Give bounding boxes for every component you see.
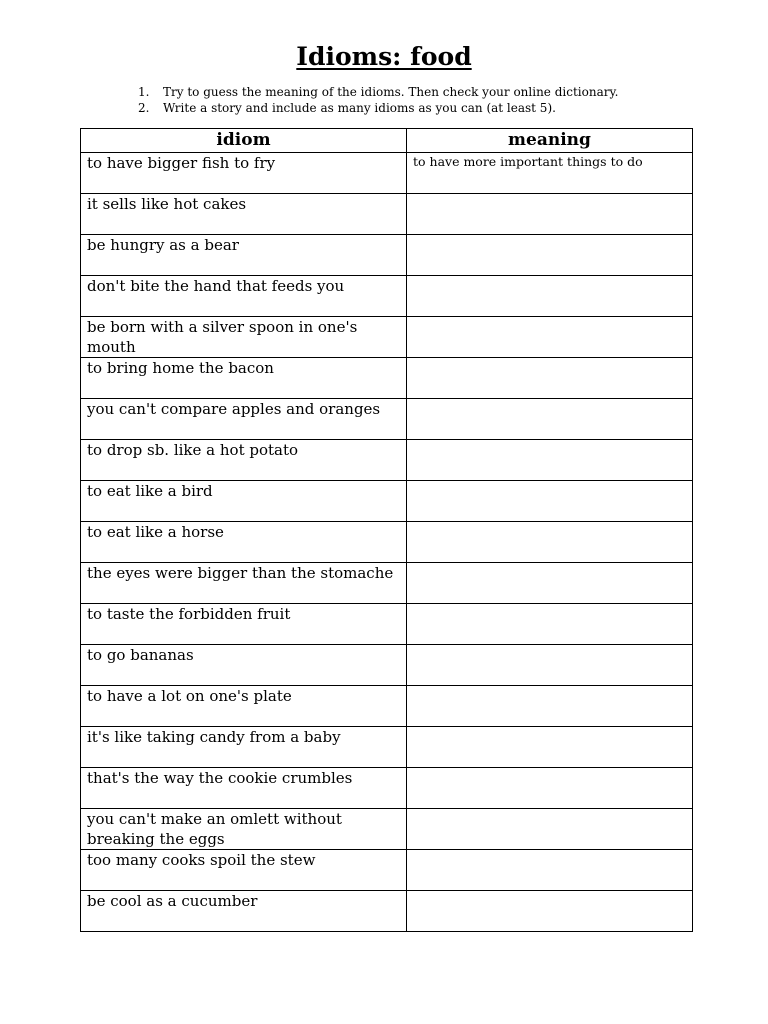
meaning-cell[interactable] — [407, 727, 693, 768]
idiom-cell: be cool as a cucumber — [81, 891, 407, 932]
idiom-cell: to taste the forbidden fruit — [81, 604, 407, 645]
idiom-cell: you can't compare apples and oranges — [81, 399, 407, 440]
table-body — [81, 153, 693, 932]
meaning-cell[interactable] — [407, 850, 693, 891]
meaning-cell[interactable] — [407, 399, 693, 440]
idiom-cell: to eat like a bird — [81, 481, 407, 522]
meaning-cell[interactable] — [407, 645, 693, 686]
table-row — [81, 153, 693, 194]
table-row — [81, 809, 693, 850]
meaning-cell[interactable] — [407, 194, 693, 235]
table-row — [81, 768, 693, 809]
meaning-cell[interactable] — [407, 686, 693, 727]
instruction-item — [138, 100, 618, 116]
table-row — [81, 358, 693, 399]
table-row — [81, 399, 693, 440]
table-row — [81, 686, 693, 727]
meaning-column-header: meaning — [407, 129, 693, 153]
idiom-cell: to go bananas — [81, 645, 407, 686]
idiom-cell: be hungry as a bear — [81, 235, 407, 276]
table-row — [81, 727, 693, 768]
idiom-cell: too many cooks spoil the stew — [81, 850, 407, 891]
idioms-table — [80, 128, 693, 932]
table-row — [81, 317, 693, 358]
instruction-number: 1. — [138, 85, 150, 99]
meaning-cell[interactable] — [407, 481, 693, 522]
meaning-cell[interactable] — [407, 891, 693, 932]
idiom-cell: the eyes were bigger than the stomache — [81, 563, 407, 604]
table-row — [81, 235, 693, 276]
meaning-cell[interactable] — [407, 522, 693, 563]
idiom-cell: to bring home the bacon — [81, 358, 407, 399]
meaning-cell[interactable] — [407, 276, 693, 317]
table-row — [81, 604, 693, 645]
table-row — [81, 194, 693, 235]
idiom-cell: it's like taking candy from a baby — [81, 727, 407, 768]
idiom-cell: to drop sb. like a hot potato — [81, 440, 407, 481]
idiom-cell: that's the way the cookie crumbles — [81, 768, 407, 809]
instruction-text: Write a story and include as many idioms as you can (at least 5). — [163, 101, 556, 115]
idiom-cell: it sells like hot cakes — [81, 194, 407, 235]
table-row — [81, 522, 693, 563]
meaning-cell[interactable]: to have more important things to do — [407, 153, 693, 194]
meaning-cell[interactable] — [407, 768, 693, 809]
idiom-cell: to have a lot on one's plate — [81, 686, 407, 727]
idiom-cell: to have bigger fish to fry — [81, 153, 407, 194]
table-row — [81, 276, 693, 317]
idiom-cell: you can't make an omlett without breaking the eggs — [81, 809, 407, 850]
instruction-item — [138, 84, 618, 100]
table-header-row — [81, 129, 693, 153]
idiom-cell: don't bite the hand that feeds you — [81, 276, 407, 317]
meaning-cell[interactable] — [407, 809, 693, 850]
instruction-number: 2. — [138, 101, 150, 115]
idiom-column-header: idiom — [81, 129, 407, 153]
meaning-cell[interactable] — [407, 604, 693, 645]
meaning-cell[interactable] — [407, 317, 693, 358]
table-row — [81, 481, 693, 522]
meaning-cell[interactable] — [407, 235, 693, 276]
meaning-cell[interactable] — [407, 440, 693, 481]
page-title: Idioms: food — [296, 42, 472, 71]
table-row — [81, 440, 693, 481]
table-row — [81, 850, 693, 891]
table-row — [81, 891, 693, 932]
meaning-cell[interactable] — [407, 358, 693, 399]
table-row — [81, 563, 693, 604]
idiom-cell: be born with a silver spoon in one's mouth — [81, 317, 407, 358]
instructions-list — [138, 84, 618, 116]
table-row — [81, 645, 693, 686]
meaning-cell[interactable] — [407, 563, 693, 604]
instruction-text: Try to guess the meaning of the idioms. Then check your online dictionary. — [163, 85, 619, 99]
idiom-cell: to eat like a horse — [81, 522, 407, 563]
